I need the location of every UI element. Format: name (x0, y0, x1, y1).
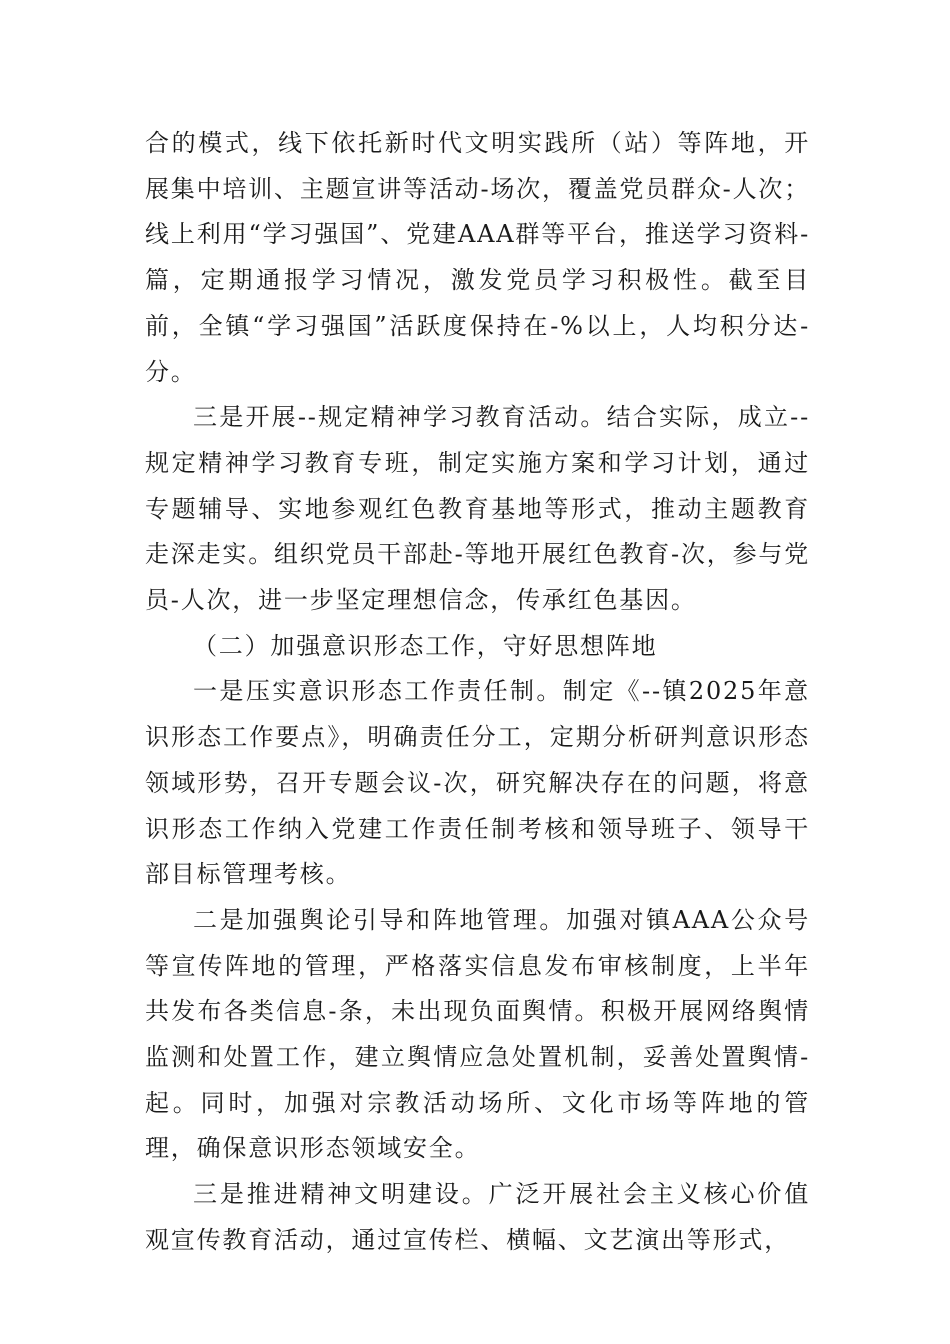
section-heading-ideology: （二）加强意识形态工作，守好思想阵地 (193, 631, 658, 660)
document-body (145, 121, 810, 1264)
paragraph-public-opinion: 二是加强舆论引导和阵地管理。加强对镇AAA公众号等宣传阵地的管理，严格落实信息发布审核制度，上半年共发布各类信息-条，未出现负面舆情。积极开展网络舆情监测和处置工作，建立舆情应急处置机制，妥善处置舆情-起。同时，加强对宗教活动场所、文化市场等阵地的管理，确保意识形态领域安全。 (145, 905, 810, 1163)
paragraph-red-education: 三是开展--规定精神学习教育活动。结合实际，成立--规定精神学习教育专班，制定实施方案和学习计划，通过专题辅导、实地参观红色教育基地等形式，推动主题教育走深走实。组织党员干部赴-等地开展红色教育-次，参与党员-人次，进一步坚定理想信念，传承红色基因。 (145, 403, 810, 615)
paragraph-spiritual-civilization: 三是推进精神文明建设。广泛开展社会主义核心价值观宣传教育活动，通过宣传栏、横幅、文艺演出等形式， (145, 1180, 810, 1254)
paragraph-responsibility-system: 一是压实意识形态工作责任制。制定《--镇2025年意识形态工作要点》，明确责任分工，定期分析研判意识形态领域形势，召开专题会议-次，研究解决存在的问题，将意识形态工作纳入党建工作责任制考核和领导班子、领导干部目标管理考核。 (145, 677, 810, 889)
paragraph-continuation: 合的模式，线下依托新时代文明实践所（站）等阵地，开展集中培训、主题宣讲等活动-场次，覆盖党员群众-人次；线上利用“学习强国”、党建AAA群等平台，推送学习资料-篇，定期通报学习情况，激发党员学习积极性。截至目前，全镇“学习强国”活跃度保持在-%以上，人均积分达-分。 (145, 129, 810, 386)
